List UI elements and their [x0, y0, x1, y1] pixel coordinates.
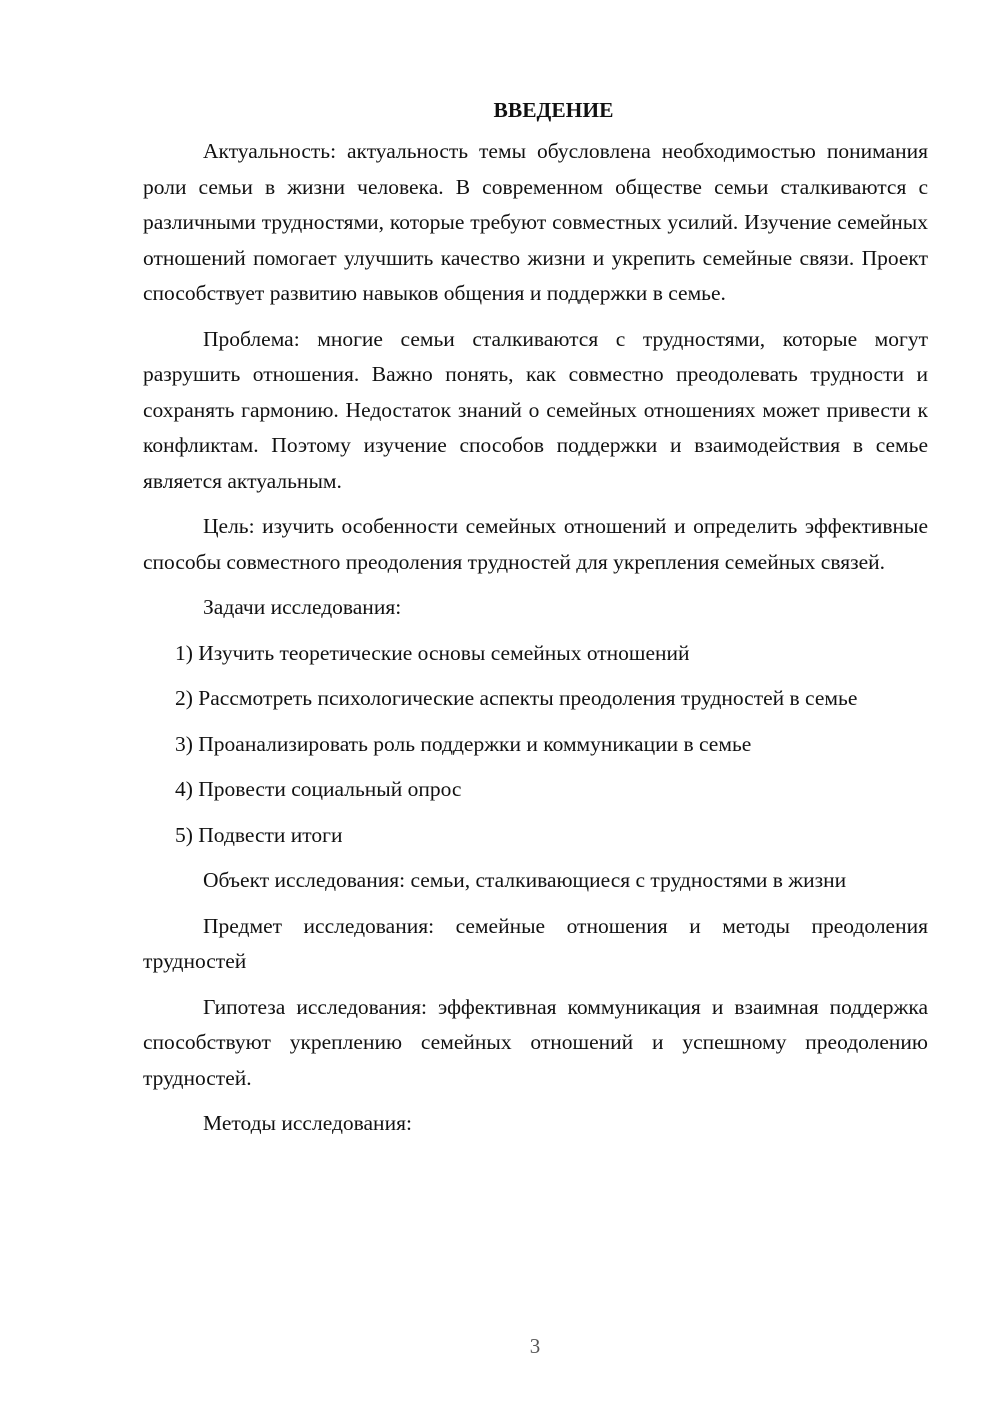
paragraph-hypothesis: Гипотеза исследования: эффективная коммуникация и взаимная поддержка способствуют укреплению семейных отношений и успешному преодолению трудностей.: [143, 994, 928, 1090]
task-item: 2) Рассмотреть психологические аспекты преодоления трудностей в семье: [175, 686, 858, 710]
paragraph-problem: Проблема: многие семьи сталкиваются с трудностями, которые могут разрушить отношения. Важно понять, как совместно преодолевать трудности и сохранять гармонию. Недостаток знаний о семейных отношениях может привести к конфликтам. Поэтому изучение способов поддержки и взаимодействия в семье является актуальным.: [143, 326, 928, 493]
paragraph-object: Объект исследования: семьи, сталкивающиеся с трудностями в жизни: [203, 868, 847, 892]
paragraph-goal: Цель: изучить особенности семейных отношений и определить эффективные способы совместного преодоления трудностей для укрепления семейных связей.: [143, 514, 928, 574]
section-heading: ВВЕДЕНИЕ: [493, 98, 614, 122]
paragraph-subject: Предмет исследования: семейные отношения и методы преодоления трудностей: [143, 913, 928, 973]
paragraph-relevance: Актуальность: актуальность темы обусловлена необходимостью понимания роли семьи в жизни человека. В современном обществе семьи сталкиваются с различными трудностями, которые требуют совместных усилий. Изучение семейных отношений помогает улучшить качество жизни и укрепить семейные связи. Проект способствует развитию навыков общения и поддержки в семье.: [143, 139, 928, 305]
task-item: 1) Изучить теоретические основы семейных отношений: [175, 640, 690, 665]
paragraph-tasks-intro: Задачи исследования:: [203, 595, 402, 619]
task-item: 3) Проанализировать роль поддержки и коммуникации в семье: [175, 731, 752, 756]
task-item: 5) Подвести итоги: [175, 822, 343, 847]
task-item: 4) Провести социальный опрос: [175, 777, 462, 801]
document-page: [143, 93, 928, 1142]
page-number: 3: [529, 1334, 541, 1358]
paragraph-methods: Методы исследования:: [203, 1111, 412, 1135]
